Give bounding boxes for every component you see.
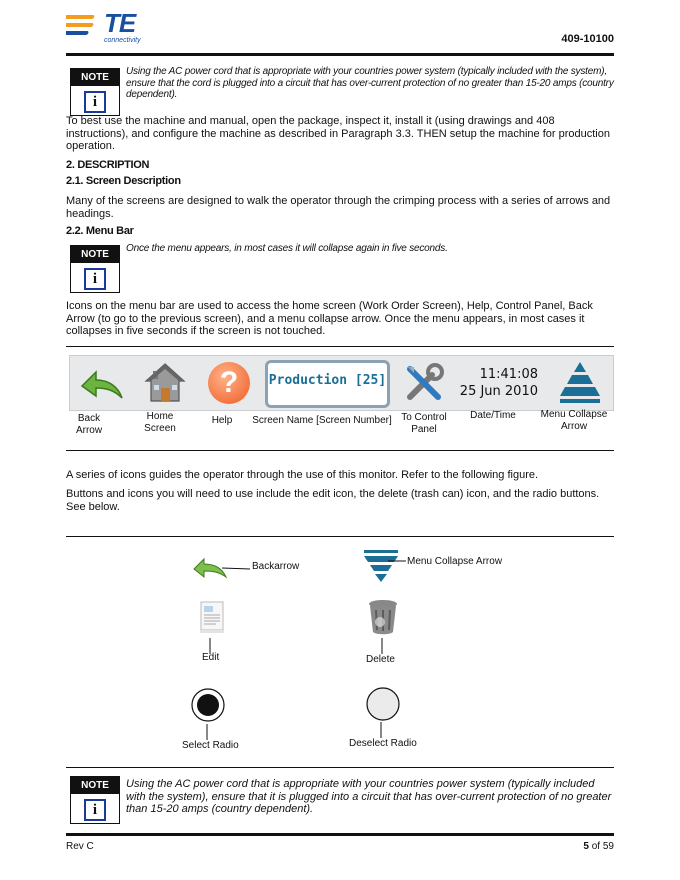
header-rule: [66, 53, 614, 56]
section-heading: 2. DESCRIPTION: [66, 159, 150, 171]
buttons-paragraph: Buttons and icons you will need to use include the edit icon, the delete (trash can) icon, and the radio buttons. See below.: [66, 488, 600, 513]
edit-label: Edit: [202, 652, 220, 663]
help-icon[interactable]: ?: [208, 362, 250, 404]
logo-subtext: connectivity: [104, 37, 141, 44]
menu-collapse-label: Menu Collapse Arrow: [407, 556, 503, 567]
footer-rule: [66, 833, 614, 836]
note-text: Once the menu appears, in most cases it will collapse again in five seconds.: [126, 243, 448, 254]
note-text: Using the AC power cord that is appropriate with your countries power system (typically included with the system), ensure that the cord is plugged into a circuit that has over-current protection of no greater than 15-20 amps (country dependent).: [126, 66, 614, 100]
note-label: NOTE: [71, 246, 119, 263]
subsection-heading: 2.2. Menu Bar: [66, 225, 134, 237]
leader-line: [388, 558, 408, 564]
screen-name-caption: Screen Name [Screen Number]: [252, 415, 392, 426]
series-paragraph: A series of icons guides the operator through the use of this monitor. Refer to the following figure.: [66, 469, 539, 481]
subsection-heading: 2.1. Screen Description: [66, 175, 181, 187]
menu-bar: [69, 355, 614, 411]
document-number: 409-10100: [561, 33, 614, 45]
logo-text: TE: [104, 8, 136, 38]
select-radio-label: Select Radio: [182, 740, 239, 751]
figure-rule: [66, 536, 614, 537]
menu-collapse-arrow-icon[interactable]: [558, 360, 602, 404]
figure-rule: [66, 450, 614, 451]
info-icon: i: [84, 91, 106, 113]
screen-description-text: Many of the screens are designed to walk the operator through the crimping process with a series of arrows and headings.: [66, 195, 611, 220]
help-caption: Help: [211, 415, 233, 426]
backarrow-label: Backarrow: [252, 561, 300, 572]
revision-label: Rev C: [66, 841, 94, 852]
clock-date: 25 Jun 2010: [459, 384, 538, 399]
note-label: NOTE: [71, 777, 119, 794]
leader-line: [222, 563, 252, 573]
note-box: [70, 68, 120, 116]
deselected-radio-icon: [366, 687, 400, 721]
info-icon: i: [84, 268, 106, 290]
menu-bar-paragraph: Icons on the menu bar are used to access the home screen (Work Order Screen), Help, Control Panel, Back Arrow (to go to the previous screen), and a menu collapse arrow. Once the menu appears, in most cases it collapses in five seconds if the screen is not touched.: [66, 300, 593, 337]
clock-time: 11:41:08: [479, 367, 538, 382]
note-text: Using the AC power cord that is appropriate with your countries power system (typically included with the system), ensure that it is plugged into a circuit that has over-current protection of no greater than 15-20 amps (country dependent).: [126, 778, 612, 815]
deselect-radio-label: Deselect Radio: [349, 738, 417, 749]
delete-label: Delete: [366, 654, 395, 665]
date-time-caption: Date/Time: [470, 410, 516, 421]
intro-paragraph: To best use the machine and manual, open the package, inspect it, install it (using drawings and 408 instructions), and configure the machine as described in Paragraph 3.3. THEN setup the machine for production operation.: [66, 115, 610, 152]
figure-rule: [66, 767, 614, 768]
menu-collapse-caption: Menu Collapse Arrow: [540, 409, 608, 432]
edit-icon: [198, 600, 226, 634]
screen-name-text: Production [25]: [268, 373, 387, 388]
note-box: [70, 776, 120, 824]
home-caption: Home Screen: [144, 411, 176, 434]
menu-collapse-arrow-icon: [364, 550, 398, 582]
selected-radio-icon: [191, 688, 225, 722]
te-logo: [66, 8, 146, 46]
back-arrow-caption: Back Arrow: [75, 413, 103, 436]
control-panel-icon[interactable]: [404, 363, 446, 403]
current-page: 5: [583, 841, 589, 852]
info-icon: i: [84, 799, 106, 821]
back-arrow-icon[interactable]: [78, 364, 124, 404]
page-total: of 59: [588, 841, 614, 852]
trash-can-icon: [366, 598, 400, 636]
figure-rule: [66, 346, 614, 347]
control-panel-caption: To Control Panel: [401, 412, 447, 435]
page-number: [583, 841, 614, 852]
home-icon[interactable]: [144, 361, 186, 405]
note-label: NOTE: [71, 69, 119, 86]
note-box: [70, 245, 120, 293]
